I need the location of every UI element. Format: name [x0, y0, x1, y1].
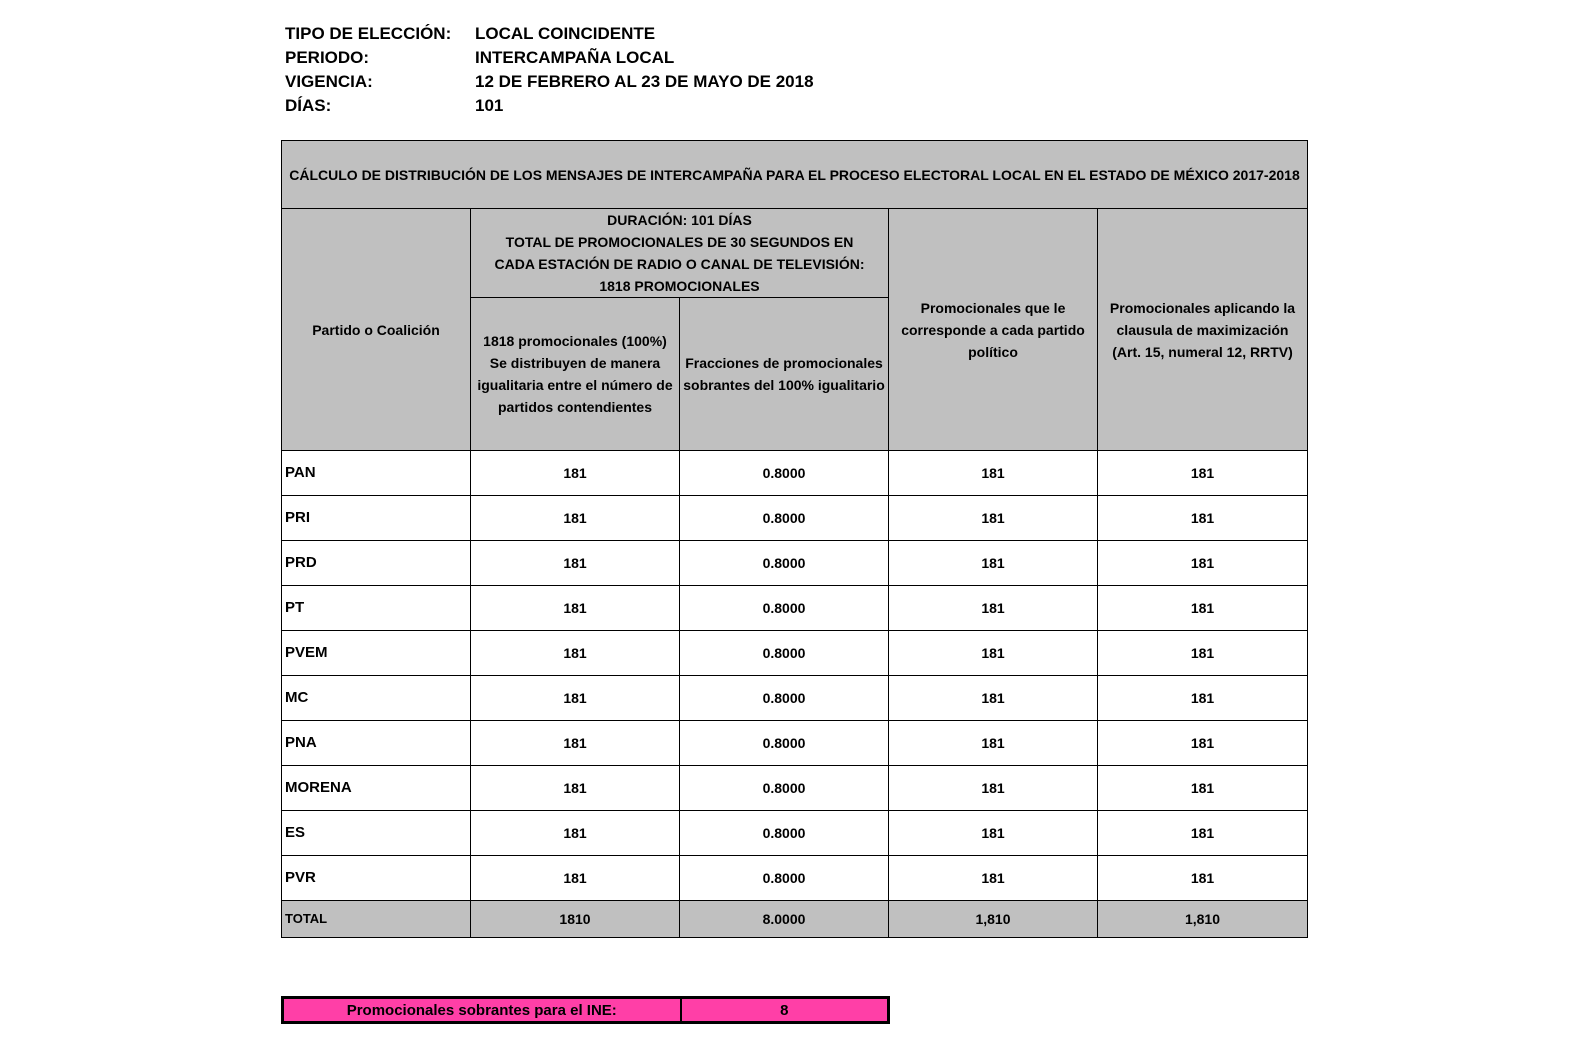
periodo-label: PERIODO:	[285, 48, 370, 67]
maximized-allocation: 181	[1098, 811, 1308, 856]
dias-label: DÍAS:	[285, 96, 332, 115]
equal-share: 181	[471, 811, 680, 856]
tipo-row	[285, 22, 814, 46]
party-allocation: 181	[889, 541, 1098, 586]
header-col2: Fracciones de promocionales sobrantes del 100% igualitario	[680, 298, 889, 451]
equal-share: 181	[471, 541, 680, 586]
maximized-allocation: 181	[1098, 631, 1308, 676]
header-duration-group	[471, 209, 889, 298]
party-name: PAN	[282, 451, 471, 496]
maximized-allocation: 181	[1098, 721, 1308, 766]
ine-label: Promocionales sobrantes para el INE:	[283, 998, 681, 1023]
election-metadata	[285, 22, 814, 118]
table-row	[282, 766, 1308, 811]
maximized-allocation: 181	[1098, 586, 1308, 631]
party-name: PT	[282, 586, 471, 631]
maximized-allocation: 181	[1098, 676, 1308, 721]
vigencia-row	[285, 70, 814, 94]
fraction: 0.8000	[680, 856, 889, 901]
party-name: PVEM	[282, 631, 471, 676]
table-row	[282, 631, 1308, 676]
fraction: 0.8000	[680, 811, 889, 856]
header-total: TOTAL DE PROMOCIONALES DE 30 SEGUNDOS EN CADA ESTACIÓN DE RADIO O CANAL DE TELEVISIÓN: 1818 PROMOCIONALES	[494, 234, 865, 294]
equal-share: 181	[471, 586, 680, 631]
periodo-value: INTERCAMPAÑA LOCAL	[475, 48, 675, 67]
header-col1: 1818 promocionales (100%) Se distribuyen de manera igualitaria entre el número de partidos contendientes	[471, 298, 680, 451]
vigencia-label: VIGENCIA:	[285, 72, 373, 91]
party-name: ES	[282, 811, 471, 856]
equal-share: 181	[471, 856, 680, 901]
ine-summary	[281, 996, 890, 1024]
total-label: TOTAL	[282, 901, 471, 938]
fraction: 0.8000	[680, 541, 889, 586]
party-name: MC	[282, 676, 471, 721]
party-allocation: 181	[889, 451, 1098, 496]
party-allocation: 181	[889, 811, 1098, 856]
fraction: 0.8000	[680, 631, 889, 676]
equal-share: 181	[471, 676, 680, 721]
table-row	[282, 451, 1308, 496]
party-allocation: 181	[889, 631, 1098, 676]
total-c4: 1,810	[1098, 901, 1308, 938]
header-duracion: DURACIÓN: 101 DÍAS	[607, 212, 752, 228]
party-name: MORENA	[282, 766, 471, 811]
fraction: 0.8000	[680, 766, 889, 811]
party-allocation: 181	[889, 766, 1098, 811]
dias-row	[285, 94, 814, 118]
party-name: PRD	[282, 541, 471, 586]
table-row	[282, 586, 1308, 631]
table-row	[282, 541, 1308, 586]
header-col4: Promocionales aplicando la clausula de maximización (Art. 15, numeral 12, RRTV)	[1098, 209, 1308, 451]
ine-value: 8	[681, 998, 889, 1023]
party-allocation: 181	[889, 856, 1098, 901]
party-name: PNA	[282, 721, 471, 766]
party-name: PRI	[282, 496, 471, 541]
equal-share: 181	[471, 631, 680, 676]
table-row	[282, 721, 1308, 766]
fraction: 0.8000	[680, 676, 889, 721]
tipo-value: LOCAL COINCIDENTE	[475, 24, 656, 43]
table-row	[282, 676, 1308, 721]
total-row	[282, 901, 1308, 938]
total-c3: 1,810	[889, 901, 1098, 938]
table-title: CÁLCULO DE DISTRIBUCIÓN DE LOS MENSAJES DE INTERCAMPAÑA PARA EL PROCESO ELECTORAL LOCAL EN EL ESTADO DE MÉXICO 2017-2018	[282, 141, 1308, 209]
fraction: 0.8000	[680, 451, 889, 496]
equal-share: 181	[471, 451, 680, 496]
fraction: 0.8000	[680, 586, 889, 631]
equal-share: 181	[471, 496, 680, 541]
fraction: 0.8000	[680, 496, 889, 541]
vigencia-value: 12 DE FEBRERO AL 23 DE MAYO DE 2018	[475, 72, 814, 91]
maximized-allocation: 181	[1098, 541, 1308, 586]
total-c1: 1810	[471, 901, 680, 938]
maximized-allocation: 181	[1098, 766, 1308, 811]
party-name: PVR	[282, 856, 471, 901]
maximized-allocation: 181	[1098, 856, 1308, 901]
table-row	[282, 856, 1308, 901]
table-row	[282, 811, 1308, 856]
maximized-allocation: 181	[1098, 451, 1308, 496]
total-c2: 8.0000	[680, 901, 889, 938]
dias-value: 101	[475, 96, 504, 115]
header-party: Partido o Coalición	[282, 209, 471, 451]
table-row	[282, 496, 1308, 541]
periodo-row	[285, 46, 814, 70]
equal-share: 181	[471, 721, 680, 766]
party-allocation: 181	[889, 496, 1098, 541]
header-col3: Promocionales que le corresponde a cada partido político	[889, 209, 1098, 451]
maximized-allocation: 181	[1098, 496, 1308, 541]
equal-share: 181	[471, 766, 680, 811]
party-allocation: 181	[889, 586, 1098, 631]
tipo-label: TIPO DE ELECCIÓN:	[285, 24, 452, 43]
party-rows	[282, 451, 1308, 901]
fraction: 0.8000	[680, 721, 889, 766]
distribution-table	[281, 140, 1308, 938]
party-allocation: 181	[889, 721, 1098, 766]
party-allocation: 181	[889, 676, 1098, 721]
